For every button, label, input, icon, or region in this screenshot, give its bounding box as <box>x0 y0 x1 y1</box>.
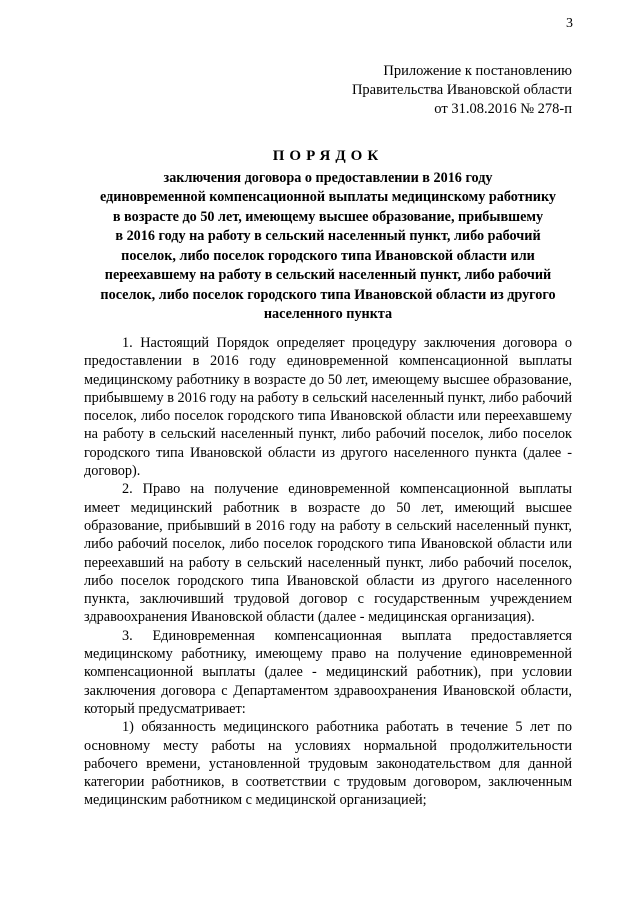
title-line: в 2016 году на работу в сельский населенный пункт, либо рабочий <box>115 228 541 244</box>
title-line: поселок, либо поселок городского типа Ивановской области из другого <box>100 286 556 303</box>
paragraph-1: 1. Настоящий Порядок определяет процедуру заключения договора о предоставлении в 2016 году единовременной компенсационной выплаты медицинскому работнику в возрасте до 50 лет, имеющему высшее образование, прибывшему в 2016 году на работу в сельский населенный пункт, либо рабочий поселок, либо поселок городского типа Ивановской области или переехавшему на работу в сельский населенный пункт, либо рабочий поселок, либо поселок городского типа Ивановской области из другого населенного пункта (далее - договор). <box>84 335 572 480</box>
appendix-line-3: от 31.08.2016 № 278-п <box>434 101 572 117</box>
page-number: 3 <box>566 16 573 31</box>
appendix-line-1: Приложение к постановлению <box>383 63 572 79</box>
appendix-line-2: Правительства Ивановской области <box>351 82 572 98</box>
paragraph-3-item-1: 1) обязанность медицинского работника работать в течение 5 лет по основному месту работы на условиях нормальной продолжительности рабочего времени, установленной трудовым законодательством для данной категории работников, в соответствии с трудовым договором, заключенным медицинским работником с медицинской организацией; <box>84 719 572 809</box>
title-line: заключения договора о предоставлении в 2016 году <box>163 169 493 186</box>
title-heading: ПОРЯДОК <box>272 148 384 164</box>
paragraph-2: 2. Право на получение единовременной компенсационной выплаты имеет медицинский работник в возрасте до 50 лет, имеющий высшее образование, прибывший в 2016 году на работу в сельский населенный пункт, либо рабочий поселок, либо поселок городского типа Ивановской области или переехавший на работу в сельский населенный пункт, либо рабочий поселок, либо поселок городского типа Ивановской области из другого населенного пункта, заключивший трудовой договор с государственным учреждением здравоохранения Ивановской области (далее - медицинская организация). <box>84 481 572 626</box>
title-line: переехавшему на работу в сельский населенный пункт, либо рабочий <box>104 267 552 283</box>
title-line: поселок, либо поселок городского типа Ивановской области или <box>121 247 535 264</box>
paragraph-3: 3. Единовременная компенсационная выплата предоставляется медицинскому работнику, имеющему право на получение единовременной компенсационной выплаты (далее - медицинский работник), при условии заключения договора с Департаментом здравоохранения Ивановской области, который предусматривает: <box>84 627 572 717</box>
appendix-note <box>352 62 572 119</box>
document-title <box>80 147 576 325</box>
document-body <box>84 334 572 810</box>
title-line: в возрасте до 50 лет, имеющему высшее образование, прибывшему <box>112 208 544 225</box>
title-line: единовременной компенсационной выплаты медицинскому работнику <box>99 189 557 205</box>
title-line: населенного пункта <box>263 306 393 322</box>
